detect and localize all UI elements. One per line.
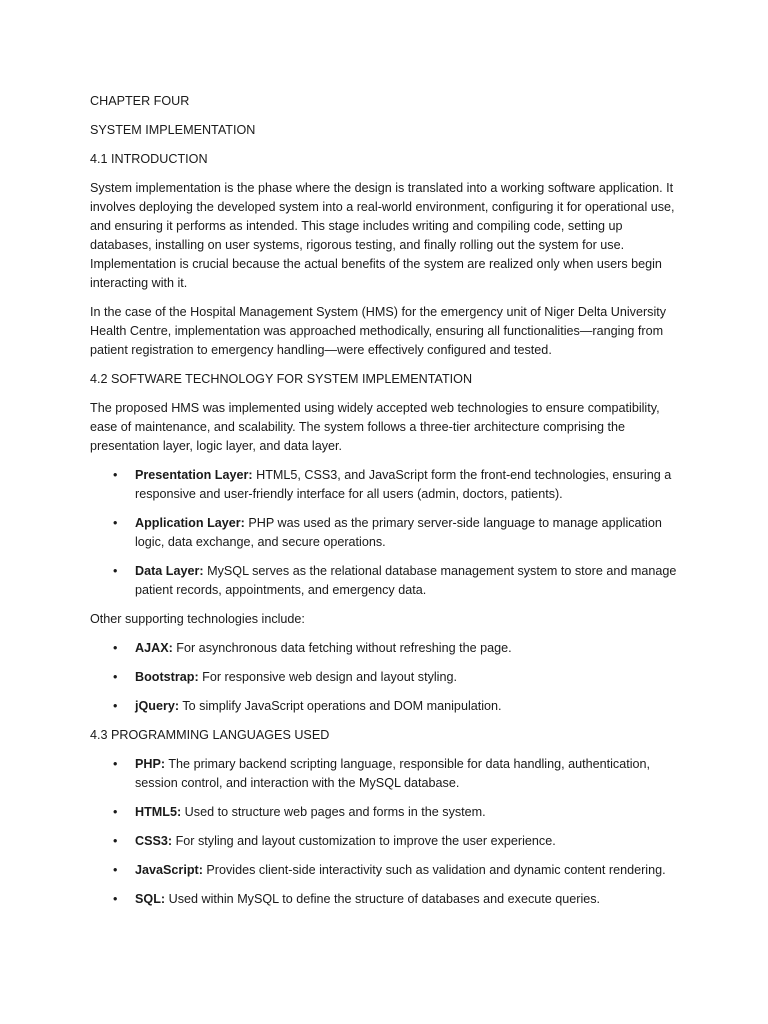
list-item-term: Bootstrap:	[135, 670, 199, 684]
list-item-term: Data Layer:	[135, 564, 204, 578]
section-4-3-heading: 4.3 PROGRAMMING LANGUAGES USED	[90, 728, 330, 742]
list-item	[90, 668, 682, 687]
list-item-term: AJAX:	[135, 641, 173, 655]
list-item	[90, 832, 682, 851]
section-4-2-heading: 4.2 SOFTWARE TECHNOLOGY FOR SYSTEM IMPLEMENTATION	[90, 372, 473, 386]
supporting-tech-intro: Other supporting technologies include:	[90, 612, 305, 626]
list-item	[90, 755, 682, 793]
list-item-term: SQL:	[135, 892, 166, 906]
list-item-text: For responsive web design and layout styling.	[198, 670, 457, 684]
bullet-icon: •	[113, 468, 118, 482]
intro-paragraph-2: In the case of the Hospital Management System (HMS) for the emergency unit of Niger Delta University Health Centre, implementation was approached methodically, ensuring all functionalities—ranging from patient registration to emergency handling—were effectively configured and tested.	[90, 305, 667, 357]
bullet-icon: •	[113, 805, 118, 819]
software-tech-paragraph: The proposed HMS was implemented using widely accepted web technologies to ensure compatibility, ease of maintenance, and scalability. The system follows a three-tier architecture comprising the presentation layer, logic layer, and data layer.	[90, 401, 660, 453]
list-item-term: Application Layer:	[135, 516, 245, 530]
list-item-term: PHP:	[135, 757, 166, 771]
bullet-icon: •	[113, 863, 118, 877]
list-item-term: CSS3:	[135, 834, 173, 848]
list-item	[90, 639, 682, 658]
section-4-1-heading: 4.1 INTRODUCTION	[90, 152, 208, 166]
list-item-text: HTML5, CSS3, and JavaScript form the front-end technologies, ensuring a responsive and user-friendly interface for all users (admin, doctors, patients).	[135, 468, 672, 501]
bullet-icon: •	[113, 516, 118, 530]
list-item-text: Provides client-side interactivity such as validation and dynamic content rendering.	[202, 863, 666, 877]
programming-languages-list	[90, 755, 682, 909]
list-item-term: HTML5:	[135, 805, 182, 819]
list-item-term: JavaScript:	[135, 863, 203, 877]
list-item	[90, 890, 682, 909]
list-item	[90, 466, 682, 504]
list-item	[90, 861, 682, 880]
intro-paragraph-1: System implementation is the phase where the design is translated into a working software application. It involves deploying the developed system into a real-world environment, configuring it for operational use, and ensuring it performs as intended. This stage includes writing and compiling code, setting up databases, installing on user systems, rigorous testing, and finally rolling out the system for use. Implementation is crucial because the actual benefits of the system are realized only when users begin interacting with it.	[90, 181, 675, 290]
list-item-text: To simplify JavaScript operations and DOM manipulation.	[179, 699, 502, 713]
list-item-text: Used within MySQL to define the structure of databases and execute queries.	[165, 892, 601, 906]
bullet-icon: •	[113, 757, 118, 771]
chapter-title: SYSTEM IMPLEMENTATION	[90, 123, 256, 137]
bullet-icon: •	[113, 699, 118, 713]
chapter-label: CHAPTER FOUR	[90, 94, 190, 108]
list-item-text: For styling and layout customization to improve the user experience.	[172, 834, 556, 848]
list-item	[90, 562, 682, 600]
list-item	[90, 697, 682, 716]
bullet-icon: •	[113, 641, 118, 655]
bullet-icon: •	[113, 670, 118, 684]
document-page	[90, 92, 682, 919]
list-item-text: PHP was used as the primary server-side language to manage application logic, data exchange, and secure operations.	[135, 516, 662, 549]
list-item-text: For asynchronous data fetching without refreshing the page.	[172, 641, 512, 655]
bullet-icon: •	[113, 564, 118, 578]
list-item-text: The primary backend scripting language, responsible for data handling, authentication, session control, and interaction with the MySQL database.	[135, 757, 651, 790]
list-item-text: Used to structure web pages and forms in the system.	[181, 805, 486, 819]
architecture-layers-list	[90, 466, 682, 600]
list-item-text: MySQL serves as the relational database management system to store and manage patient records, appointments, and emergency data.	[135, 564, 677, 597]
list-item	[90, 514, 682, 552]
bullet-icon: •	[113, 834, 118, 848]
list-item-term: Presentation Layer:	[135, 468, 253, 482]
supporting-tech-list	[90, 639, 682, 716]
list-item	[90, 803, 682, 822]
list-item-term: jQuery:	[135, 699, 180, 713]
bullet-icon: •	[113, 892, 118, 906]
